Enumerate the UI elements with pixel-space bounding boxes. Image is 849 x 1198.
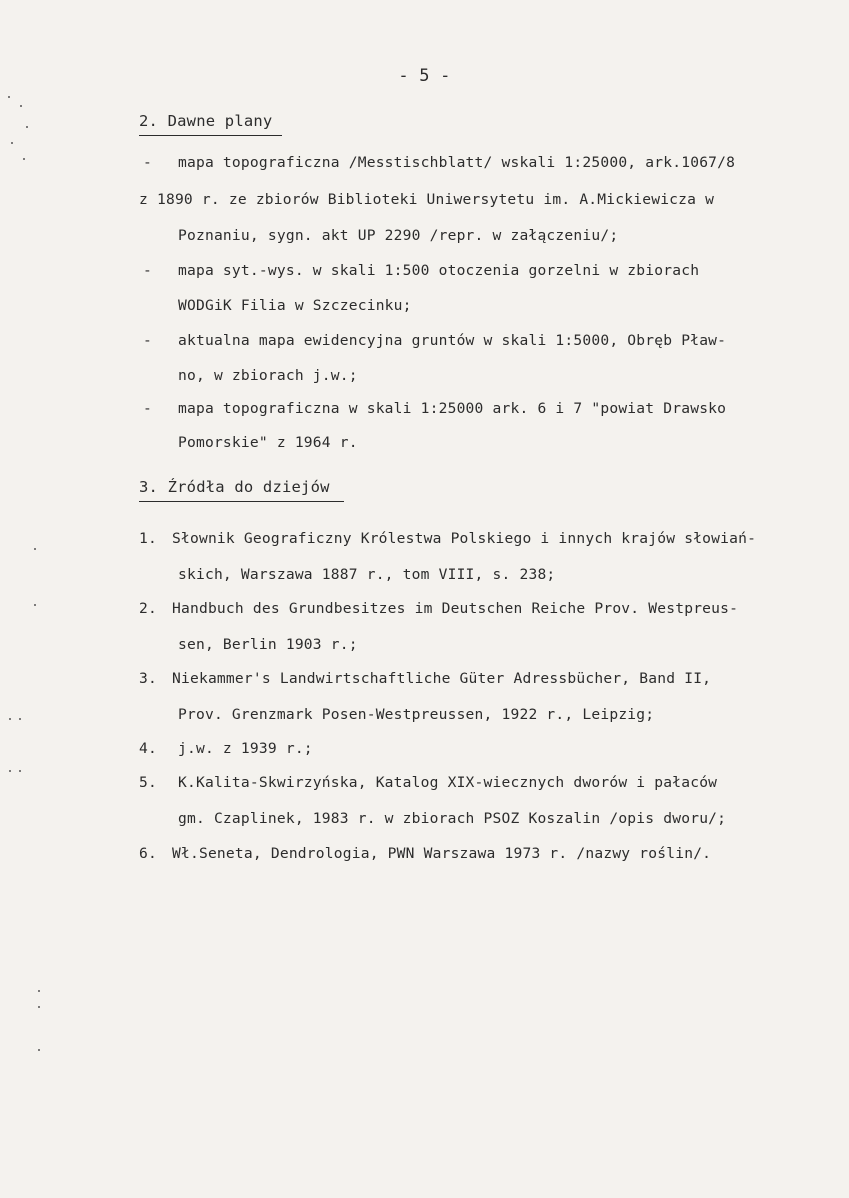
list-marker: -	[143, 400, 152, 417]
list-item-line: aktualna mapa ewidencyjna gruntów w skali 1:5000, Obręb Pław-	[178, 332, 727, 349]
section-heading-old-plans: 2. Dawne plany	[139, 112, 282, 136]
scan-speck	[26, 126, 28, 128]
scan-speck	[9, 770, 11, 772]
scan-speck	[34, 604, 36, 606]
list-marker: 1.	[139, 530, 157, 547]
list-marker: 3.	[139, 670, 157, 687]
scan-speck	[9, 718, 11, 720]
list-item-line: K.Kalita-Skwirzyńska, Katalog XIX-wiecznych dworów i pałaców	[178, 774, 718, 791]
list-item-line: Wł.Seneta, Dendrologia, PWN Warszawa 1973 r. /nazwy roślin/.	[172, 845, 712, 862]
list-item-line: gm. Czaplinek, 1983 r. w zbiorach PSOZ Koszalin /opis dworu/;	[178, 810, 727, 827]
section-heading-sources: 3. Źródła do dziejów	[139, 478, 344, 502]
scan-speck	[19, 770, 21, 772]
scan-speck	[34, 548, 36, 550]
list-item-line: Słownik Geograficzny Królestwa Polskiego i innych krajów słowiań-	[172, 530, 757, 547]
list-item-line: Prov. Grenzmark Posen-Westpreussen, 1922 r., Leipzig;	[178, 706, 655, 723]
list-item-line: z 1890 r. ze zbiorów Biblioteki Uniwersytetu im. A.Mickiewicza w	[139, 191, 715, 208]
list-item-line: Poznaniu, sygn. akt UP 2290 /repr. w załączeniu/;	[178, 227, 619, 244]
list-item-line: mapa syt.-wys. w skali 1:500 otoczenia gorzelni w zbiorach	[178, 262, 700, 279]
list-item-line: WODGiK Filia w Szczecinku;	[178, 297, 412, 314]
list-item-line: mapa topograficzna w skali 1:25000 ark. 6 i 7 "powiat Drawsko	[178, 400, 727, 417]
list-item-line: sen, Berlin 1903 r.;	[178, 636, 358, 653]
list-marker: 6.	[139, 845, 157, 862]
list-item-line: skich, Warszawa 1887 r., tom VIII, s. 238;	[178, 566, 556, 583]
scan-speck	[38, 990, 40, 992]
list-marker: 2.	[139, 600, 157, 617]
scan-speck	[19, 718, 21, 720]
list-item-line: Handbuch des Grundbesitzes im Deutschen Reiche Prov. Westpreus-	[172, 600, 739, 617]
list-marker: -	[143, 332, 152, 349]
page-number: - 5 -	[398, 66, 451, 86]
list-item-line: no, w zbiorach j.w.;	[178, 367, 358, 384]
scan-speck	[11, 142, 13, 144]
list-marker: -	[143, 262, 152, 279]
list-item-line: Pomorskie" z 1964 r.	[178, 434, 358, 451]
list-marker: 5.	[139, 774, 157, 791]
scan-speck	[20, 105, 22, 107]
list-marker: 4.	[139, 740, 157, 757]
scan-speck	[38, 1006, 40, 1008]
list-item-line: mapa topograficzna /Messtischblatt/ wskali 1:25000, ark.1067/8	[178, 154, 736, 171]
list-item-line: Niekammer's Landwirtschaftliche Güter Adressbücher, Band II,	[172, 670, 712, 687]
scan-speck	[38, 1049, 40, 1051]
scan-speck	[23, 158, 25, 160]
scan-speck	[8, 96, 10, 98]
list-marker: -	[143, 154, 152, 171]
list-item-line: j.w. z 1939 r.;	[178, 740, 313, 757]
